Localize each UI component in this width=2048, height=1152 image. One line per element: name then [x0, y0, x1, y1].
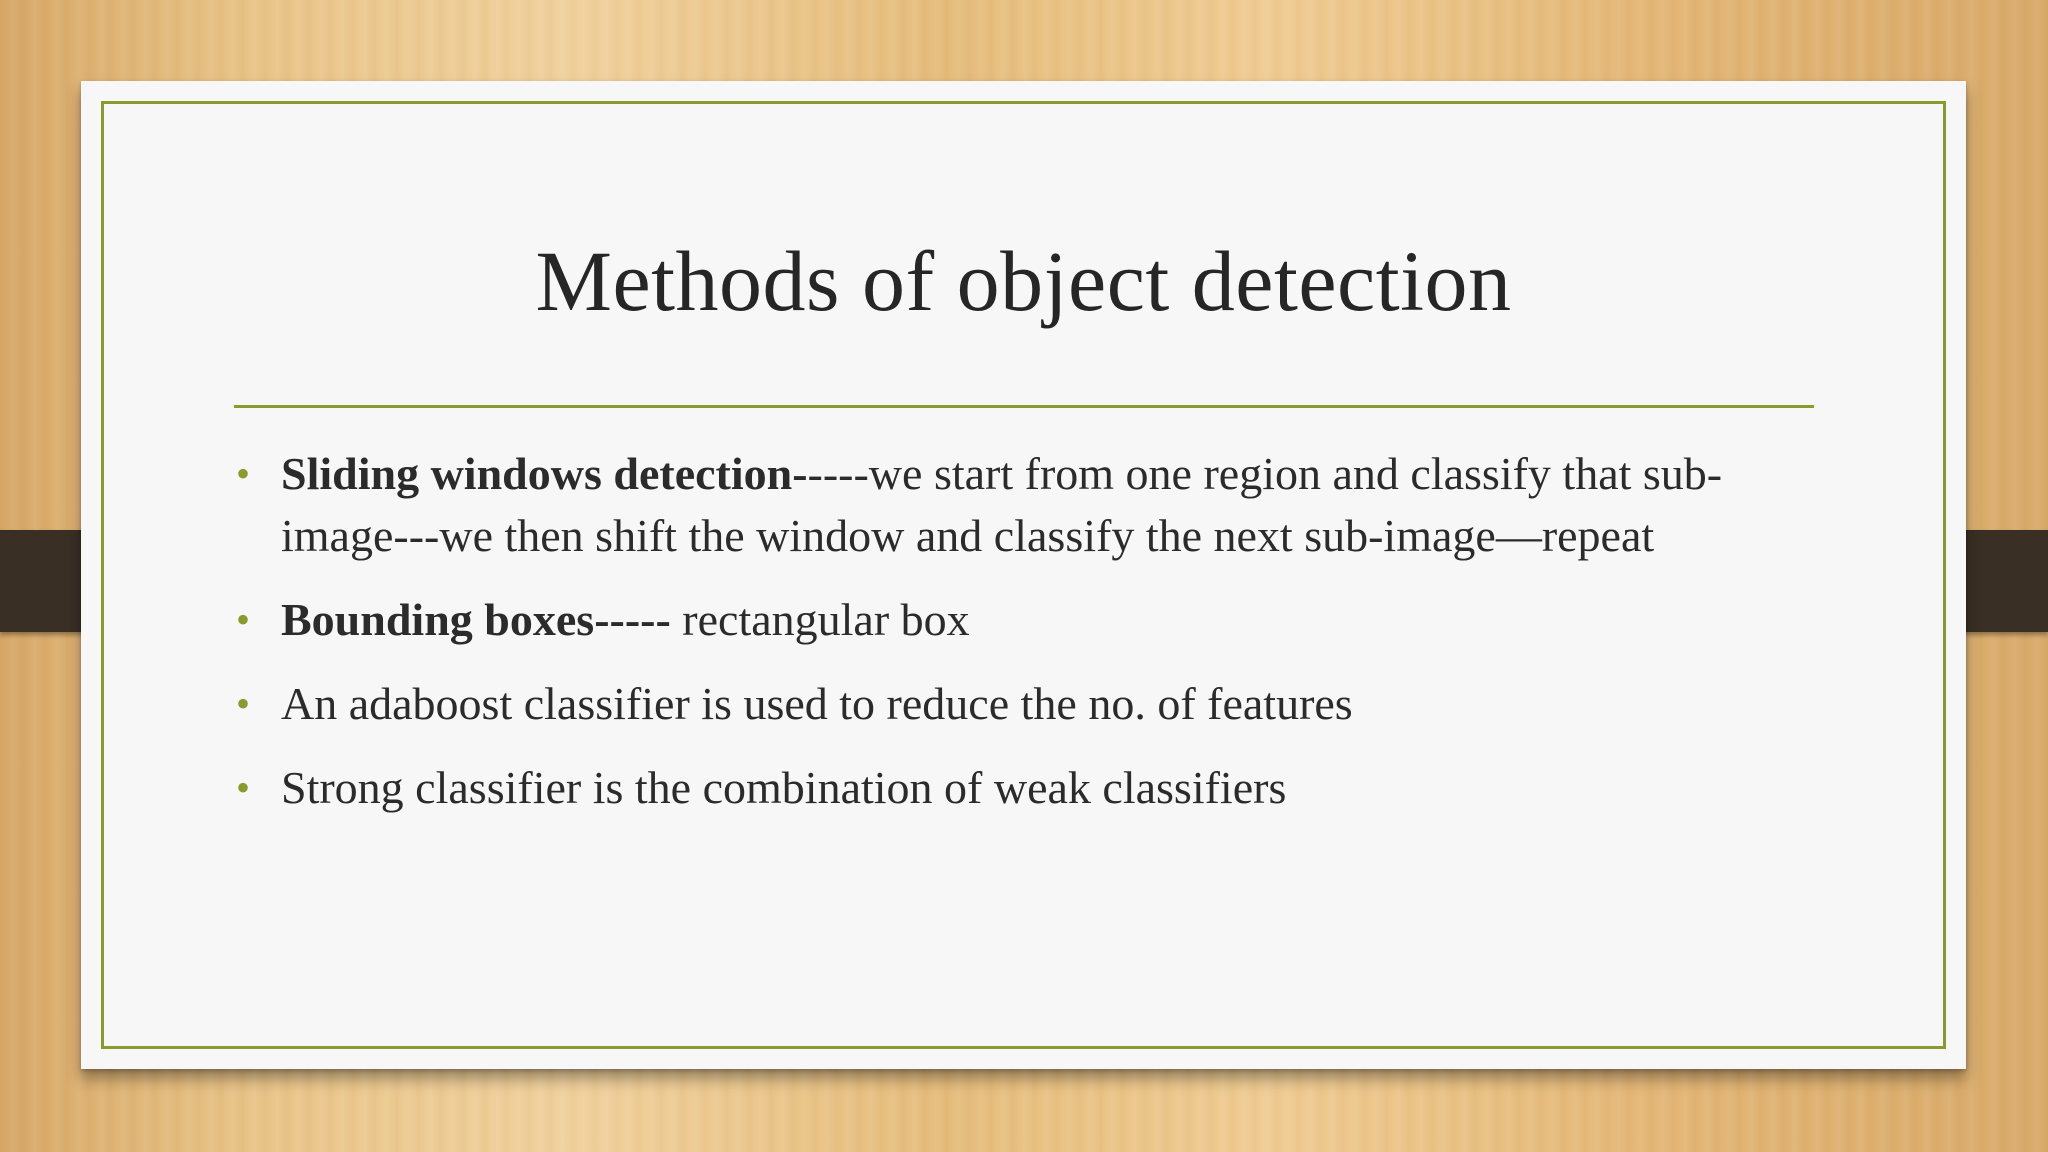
bullet-item-adaboost — [234, 673, 1834, 735]
title-divider — [234, 405, 1814, 408]
bullet-dot-icon: • — [236, 681, 251, 726]
bullet-text: An adaboost classifier is used to reduce the no. of features — [281, 678, 1353, 729]
bullet-list — [234, 443, 1834, 841]
bullet-bold-text: Sliding windows detection- — [281, 448, 808, 499]
bullet-dot-icon: • — [236, 597, 251, 642]
bullet-text: ----we start from one region and classify that sub-image---we then shift the window and classify the next sub-image—repeat — [281, 448, 1723, 561]
slide-title: Methods of object detection — [535, 233, 1512, 329]
bullet-item-sliding-windows — [234, 443, 1834, 567]
bullet-dot-icon: • — [236, 765, 251, 810]
bullet-item-bounding-boxes — [234, 589, 1834, 651]
bullet-bold-text: Bounding boxes----- — [281, 594, 671, 645]
bullet-dot-icon: • — [236, 451, 251, 496]
bullet-item-strong-classifier — [234, 757, 1834, 819]
bullet-text: rectangular box — [670, 594, 970, 645]
slide-card — [81, 81, 1966, 1069]
bullet-text: Strong classifier is the combination of weak classifiers — [281, 762, 1287, 813]
